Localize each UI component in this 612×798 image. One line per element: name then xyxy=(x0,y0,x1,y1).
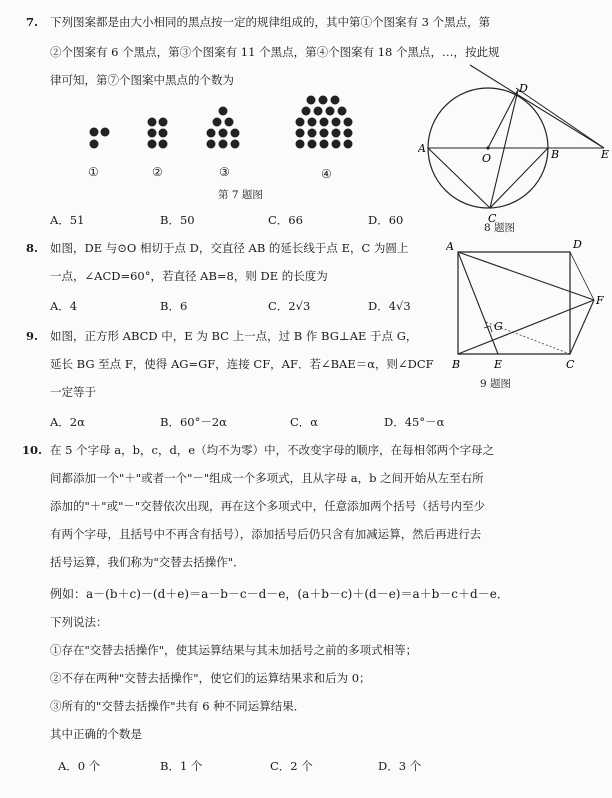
pattern-2 xyxy=(148,118,168,149)
line-cd xyxy=(490,90,518,208)
q10-statement-3: ③所有的"交替去括操作"共有 6 种不同运算结果． xyxy=(50,699,306,713)
q9-option-b: B．60°－2α xyxy=(160,415,227,429)
point-e: E xyxy=(494,358,503,371)
q8-option-b: B．6 xyxy=(160,299,188,313)
q10-option-d: D．3 个 xyxy=(378,759,422,773)
q7-number: 7. xyxy=(26,15,39,29)
q7-option-a: A．51 xyxy=(50,213,85,227)
q7-label-3: ③ xyxy=(219,165,230,179)
q10-option-b: B．1 个 xyxy=(160,759,203,773)
point-a: A xyxy=(418,142,426,155)
pattern-1 xyxy=(90,128,110,149)
tangent-line-upper xyxy=(470,65,518,95)
q10-line-5: 括号运算，我们称为"交替去括操作"． xyxy=(50,555,245,569)
pattern-3 xyxy=(207,107,240,149)
q10-option-c: C．2 个 xyxy=(270,759,313,773)
figure-9-caption: 9 题图 xyxy=(480,378,512,390)
point-c: C xyxy=(566,358,575,371)
pattern-4 xyxy=(296,96,353,149)
q7-line-1: 下列图案都是由大小相同的黑点按一定的规律组成的，其中第①个图案有 3 个黑点，第 xyxy=(50,15,491,29)
square-abcd xyxy=(458,252,570,354)
q7-figure-caption: 第 7 题图 xyxy=(218,189,263,201)
point-a: A xyxy=(446,240,454,253)
tangent-de xyxy=(518,95,604,148)
line-ae xyxy=(458,252,498,354)
q8-option-c: C．2√3 xyxy=(268,299,311,313)
line-d-e xyxy=(516,88,604,148)
q10-line-4: 有两个字母，且括号中不再含有括号），添加括号后仍只含有加减运算，然后再进行去 xyxy=(50,527,482,541)
figure-9 xyxy=(446,238,612,388)
q7-label-2: ② xyxy=(152,165,163,179)
q10-option-a: A．0 个 xyxy=(58,759,101,773)
q10-line-3: 添加的"＋"或"－"交替依次出现，再在这个多项式中，任意添加两个括号（括号内至少 xyxy=(50,499,486,513)
point-d: D xyxy=(573,238,582,251)
point-o: O xyxy=(482,152,492,165)
q10-number: 10. xyxy=(22,443,43,457)
q9-option-c: C．α xyxy=(290,415,319,429)
q10-line-2: 间都添加一个"＋"或者一个"－"组成一个多项式，且从字母 a，b 之间开始从左至右所 xyxy=(50,471,484,485)
q10-line-1: 在 5 个字母 a，b，c，d，e（均不为零）中，不改变字母的顺序，在每相邻两个字母之 xyxy=(50,443,495,457)
q9-number: 9. xyxy=(26,329,39,343)
point-g: G xyxy=(494,320,503,333)
q7-label-4: ④ xyxy=(321,167,332,181)
point-b: B xyxy=(452,358,461,371)
line-od xyxy=(488,90,518,148)
q8-number: 8. xyxy=(26,241,39,255)
line-ac xyxy=(428,148,490,208)
q9-option-a: A．2α xyxy=(50,415,85,429)
q8-line-1: 如图，DE 与⊙O 相切于点 D，交直径 AB 的延长线于点 E，C 为圆上 xyxy=(50,241,409,255)
q7-option-d: D．60 xyxy=(368,213,404,227)
point-e: E xyxy=(601,148,610,161)
q7-line-2: ②个图案有 6 个黑点，第③个图案有 11 个黑点，第④个图案有 18 个黑点，…，按此规 xyxy=(50,45,500,59)
q10-example: 例如：a－(b＋c)－(d＋e)＝a－b－c－d－e，(a＋b－c)＋(d－e)＝a＋b－c＋d－e． xyxy=(50,587,509,601)
point-c: C xyxy=(488,212,497,225)
q8-line-2: 一点，∠ACD=60°，若直径 AB=8，则 DE 的长度为 xyxy=(50,269,328,283)
q7-option-c: C．66 xyxy=(268,213,303,227)
center-dot xyxy=(486,146,489,149)
q10-statement-1: ①存在"交替去括操作"，使其运算结果与其未加括号之前的多项式相等； xyxy=(50,643,418,657)
q7-line-3: 律可知，第⑦个图案中黑点的个数为 xyxy=(50,73,234,87)
point-d: D xyxy=(519,82,528,95)
q10-ask: 其中正确的个数是 xyxy=(50,727,142,741)
q8-option-a: A．4 xyxy=(50,299,78,313)
figure-8-caption: 8 题图 xyxy=(484,222,516,234)
q7-dot-patterns xyxy=(80,90,370,200)
q10-statement-2: ②不存在两种"交替去括操作"，使它们的运算结果求和后为 0； xyxy=(50,671,371,685)
q9-line-3: 一定等于 xyxy=(50,385,96,399)
q7-label-1: ① xyxy=(88,165,99,179)
q8-option-d: D．4√3 xyxy=(368,299,411,313)
q7-option-b: B．50 xyxy=(160,213,195,227)
point-f: F xyxy=(596,294,604,307)
point-b: B xyxy=(551,148,560,161)
q9-line-1: 如图，正方形 ABCD 中，E 为 BC 上一点，过 B 作 BG⊥AE 于点 G， xyxy=(50,329,418,343)
figure-8 xyxy=(418,50,612,235)
q10-statements-title: 下列说法： xyxy=(50,615,108,629)
q9-line-2: 延长 BG 至点 F，使得 AG=GF，连接 CF，AF．若∠BAE＝α，则∠DCF xyxy=(50,357,434,371)
q9-option-d: D．45°－α xyxy=(384,415,445,429)
